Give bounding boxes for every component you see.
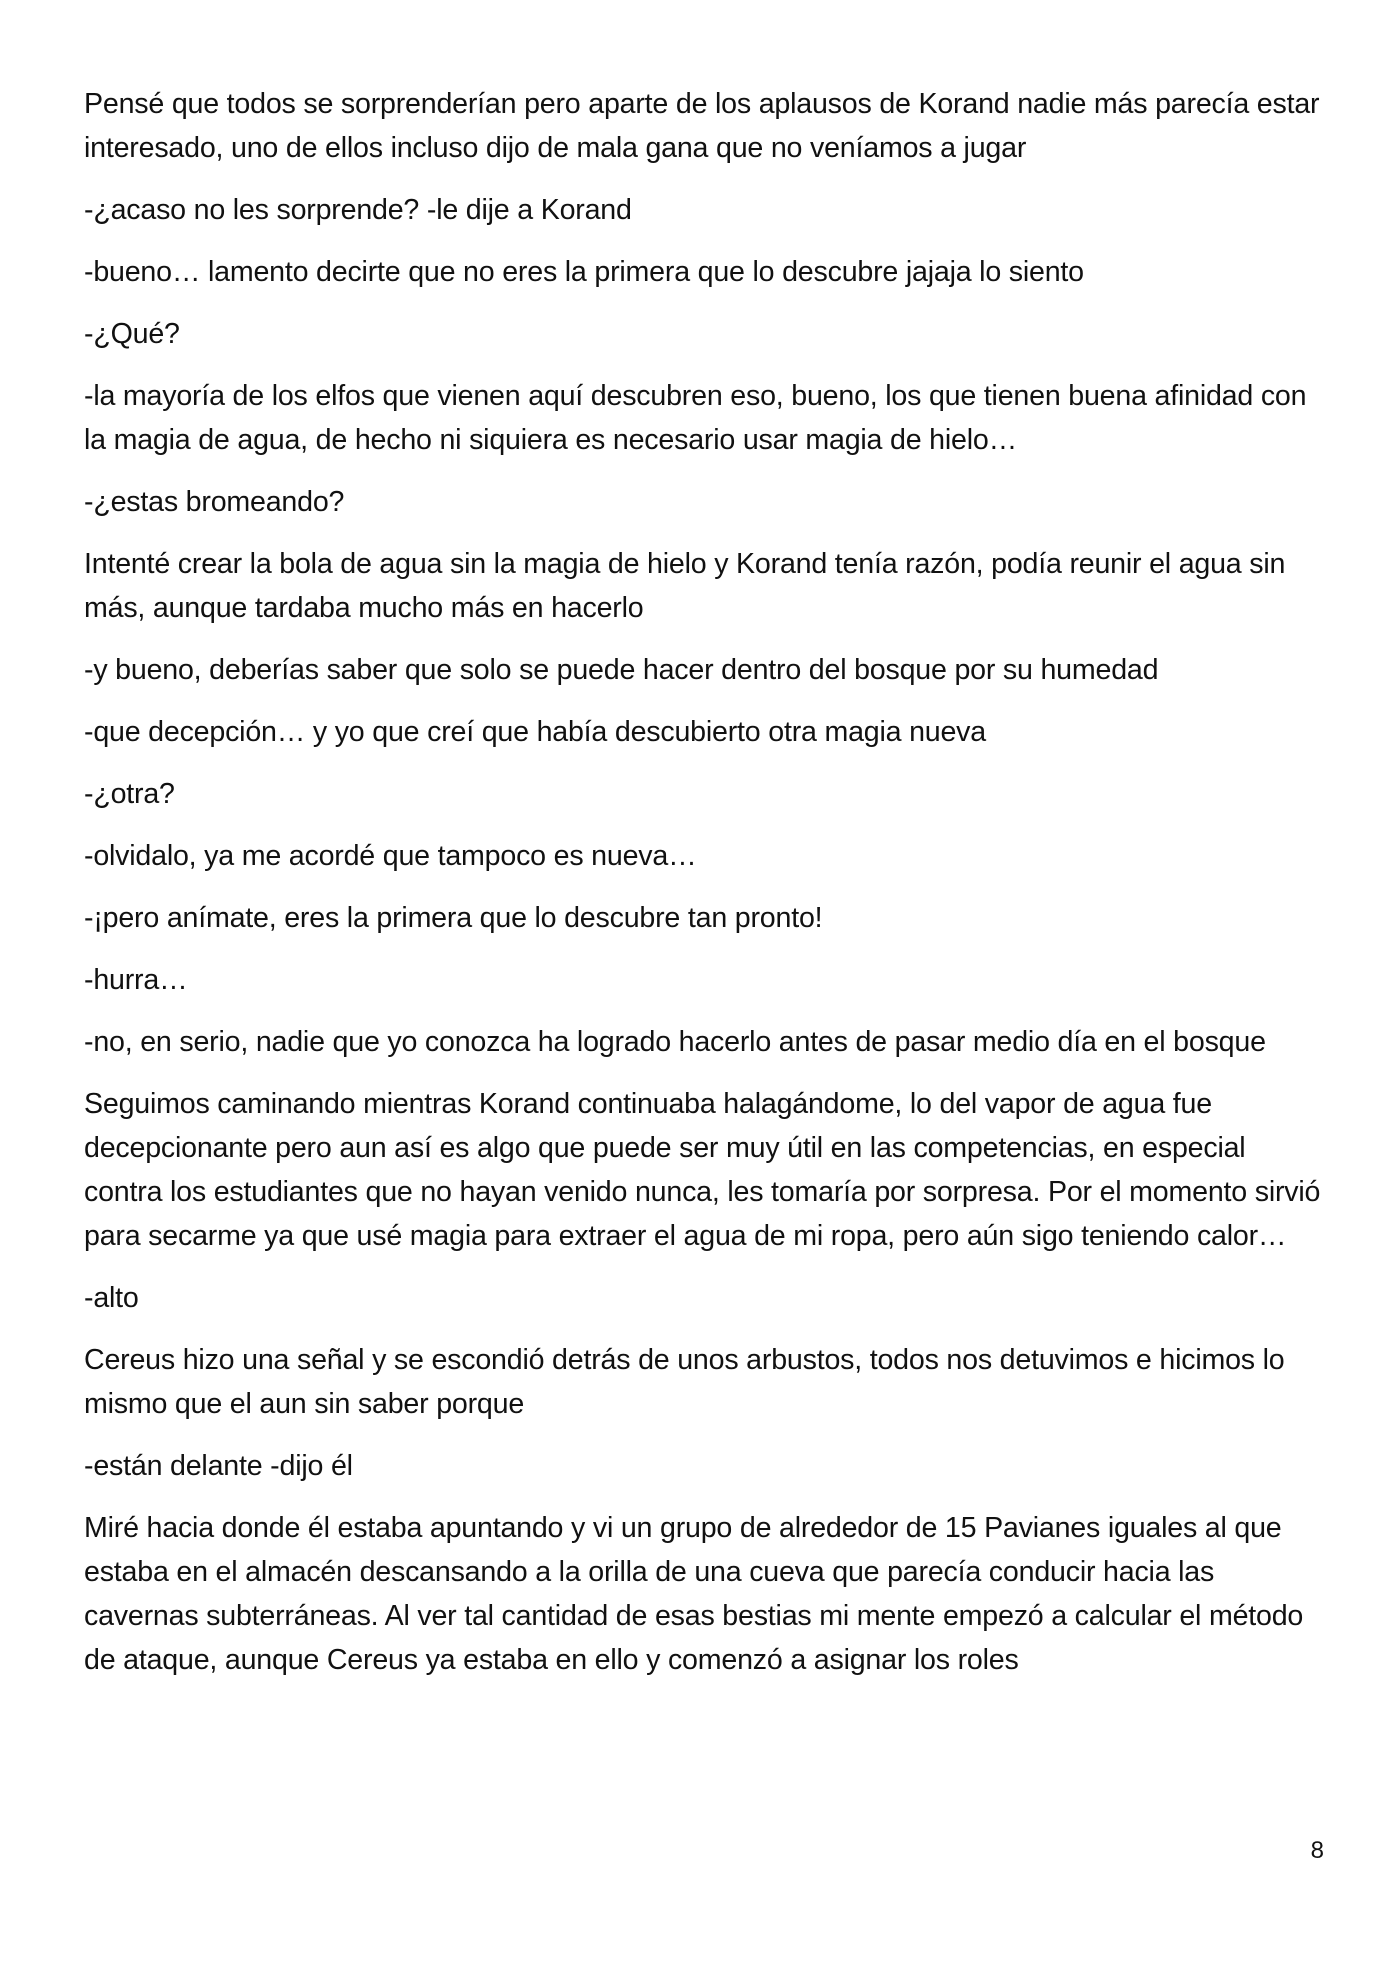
paragraph: -no, en serio, nadie que yo conozca ha logrado hacerlo antes de pasar medio día en el bosque xyxy=(84,1026,1266,1058)
paragraph: Pensé que todos se sorprenderían pero aparte de los aplausos de Korand nadie más parecía estar interesado, uno de ellos incluso dijo de mala gana que no veníamos a jugar xyxy=(84,88,1320,164)
paragraph: Cereus hizo una señal y se escondió detrás de unos arbustos, todos nos detuvimos e hicimos lo mismo que el aun sin saber porque xyxy=(84,1344,1285,1420)
paragraph: -la mayoría de los elfos que vienen aquí descubren eso, bueno, los que tienen buena afinidad con la magia de agua, de hecho ni siquiera es necesario usar magia de hielo… xyxy=(84,380,1307,456)
paragraph: -¡pero anímate, eres la primera que lo descubre tan pronto! xyxy=(84,902,823,934)
paragraph: -¿acaso no les sorprende? -le dije a Korand xyxy=(84,194,632,226)
paragraph: -¿otra? xyxy=(84,778,175,810)
paragraph: -olvidalo, ya me acordé que tampoco es nueva… xyxy=(84,840,697,872)
paragraph: -están delante -dijo él xyxy=(84,1450,353,1482)
paragraph: -bueno… lamento decirte que no eres la primera que lo descubre jajaja lo siento xyxy=(84,256,1084,288)
paragraph: -¿estas bromeando? xyxy=(84,486,345,518)
paragraph: Seguimos caminando mientras Korand continuaba halagándome, lo del vapor de agua fue decepcionante pero aun así es algo que puede ser muy útil en las competencias, en especial contra los estudiantes que no hayan venido nunca, les tomaría por sorpresa. Por el momento sirvió para secarme ya que usé magia para extraer el agua de mi ropa, pero aún sigo teniendo calor… xyxy=(84,1088,1321,1252)
paragraph: -hurra… xyxy=(84,964,188,996)
page-number: 8 xyxy=(1310,1837,1324,1864)
paragraph: -que decepción… y yo que creí que había descubierto otra magia nueva xyxy=(84,716,986,748)
paragraph: Intenté crear la bola de agua sin la magia de hielo y Korand tenía razón, podía reunir el agua sin más, aunque tardaba mucho más en hacerlo xyxy=(84,548,1286,624)
text-body xyxy=(84,82,1324,1700)
paragraph: -¿Qué? xyxy=(84,318,180,350)
paragraph: Miré hacia donde él estaba apuntando y vi un grupo de alrededor de 15 Pavianes iguales al que estaba en el almacén descansando a la orilla de una cueva que parecía conducir hacia las cavernas subterráneas. Al ver tal cantidad de esas bestias mi mente empezó a calcular el método de ataque, aunque Cereus ya estaba en ello y comenzó a asignar los roles xyxy=(84,1512,1304,1676)
paragraph: -alto xyxy=(84,1282,139,1314)
paragraph: -y bueno, deberías saber que solo se puede hacer dentro del bosque por su humedad xyxy=(84,654,1159,686)
